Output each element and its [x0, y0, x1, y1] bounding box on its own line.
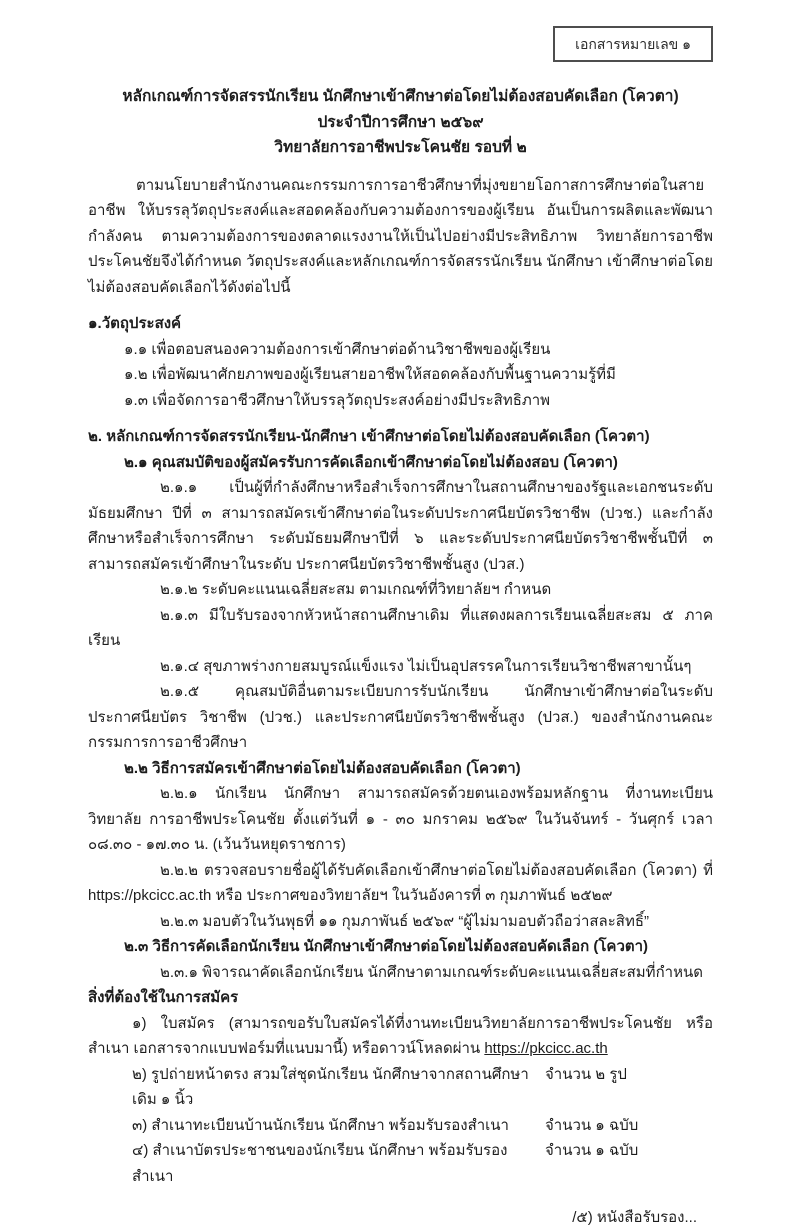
title-line-3: วิทยาลัยการอาชีพประโคนชัย รอบที่ ๒	[274, 139, 527, 156]
requirement-item-3-text: ๓) สำเนาทะเบียนบ้านนักเรียน นักศึกษา พร้อมรับรองสำเนา	[132, 1116, 509, 1134]
item-2-1-4: ๒.๑.๔ สุขภาพร่างกายสมบูรณ์แข็งแรง ไม่เป็นอุปสรรคในการเรียนวิชาชีพสาขานั้นๆ	[160, 657, 692, 675]
objective-item-1-1: ๑.๑ เพื่อตอบสนองความต้องการเข้าศึกษาต่อด้านวิชาชีพของผู้เรียน	[124, 340, 551, 358]
requirement-item-1-text: ๑) ใบสมัคร (สามารถขอรับใบสมัครได้ที่งานทะเบียนวิทยาลัยการอาชีพประโคนชัย หรือสำเนา เอกสารจากแบบฟอร์มที่แนบมานี้) หรือดาวน์โหลดผ่าน	[88, 1014, 713, 1057]
section-1-heading: ๑.วัตถุประสงค์	[88, 315, 182, 332]
doc-number-badge: เอกสารหมายเลข ๑	[553, 26, 713, 62]
item-2-2-2	[88, 858, 713, 909]
requirements-heading: สิ่งที่ต้องใช้ในการสมัคร	[88, 989, 239, 1006]
requirement-item-3-qty: จำนวน ๑ ฉบับ	[545, 1116, 639, 1134]
requirement-item-2-qty: จำนวน ๒ รูป	[545, 1065, 627, 1083]
objective-item-1-2: ๑.๒ เพื่อพัฒนาศักยภาพของผู้เรียนสายอาชีพให้สอดคล้องกับพื้นฐานความรู้ที่มี	[124, 366, 616, 383]
requirement-item-2-text: ๒) รูปถ่ายหน้าตรง สวมใส่ชุดนักเรียน นักศึกษาจากสถานศึกษาเดิม ๑ นิ้ว	[132, 1065, 529, 1108]
intro-paragraph: ตามนโยบายสำนักงานคณะกรรมการการอาชีวศึกษาที่มุ่งขยายโอกาสการศึกษาต่อในสายอาชีพ ให้บรรลุวัตถุประสงค์และสอดคล้องกับความต้องการของผู้เรียน อันเป็นการผลิตและพัฒนากำลังคน ตามความต้องการของตลาดแรงงานให้เป็นไปอย่างมีประสิทธิภาพ วิทยาลัยการอาชีพประโคนชัยจึงได้กำหนด วัตถุประสงค์และหลักเกณฑ์การจัดสรรนักเรียน นักศึกษา เข้าศึกษาต่อโดยไม่ต้องสอบคัดเลือกไว้ดังต่อไปนี้	[88, 176, 713, 296]
item-2-2-3: ๒.๒.๓ มอบตัวในวันพุธที่ ๑๑ กุมภาพันธ์ ๒๕๖๙ “ผู้ไม่มามอบตัวถือว่าสละสิทธิ์”	[160, 912, 649, 930]
item-2-2-2-text: ๒.๒.๒ ตรวจสอบรายชื่อผู้ได้รับคัดเลือกเข้าศึกษาต่อโดยไม่ต้องสอบคัดเลือก (โควตา) ที่	[160, 861, 713, 879]
item-2-3-1: ๒.๓.๑ พิจารณาคัดเลือกนักเรียน นักศึกษาตามเกณฑ์ระดับคะแนนเฉลี่ยสะสมที่กำหนด	[160, 963, 703, 981]
requirement-item-4-qty: จำนวน ๑ ฉบับ	[545, 1142, 639, 1159]
requirement-item-4-text: ๔) สำเนาบัตรประชาชนของนักเรียน นักศึกษา พร้อมรับรองสำเนา	[132, 1142, 508, 1185]
requirement-item-1	[88, 1011, 713, 1062]
application-form-url-link[interactable]: https://pkcicc.ac.th	[484, 1040, 608, 1057]
requirement-item-4	[88, 1138, 713, 1189]
item-2-1-3: ๒.๑.๓ มีใบรับรองจากหัวหน้าสถานศึกษาเดิม ที่แสดงผลการเรียนเฉลี่ยสะสม ๕ ภาคเรียน	[88, 606, 713, 649]
section-2-1-heading: ๒.๑ คุณสมบัติของผู้สมัครรับการคัดเลือกเข้าศึกษาต่อโดยไม่ต้องสอบ (โควตา)	[124, 453, 618, 471]
requirement-item-3	[88, 1113, 713, 1139]
requirement-item-2	[88, 1062, 713, 1113]
item-2-2-2-text-after: หรือ ประกาศของวิทยาลัยฯ ในวันอังคารที่ ๓ กุมภาพันธ์ ๒๕๒๙	[211, 887, 613, 904]
item-2-1-1: ๒.๑.๑ เป็นผู้ที่กำลังศึกษาหรือสำเร็จการศึกษาในสถานศึกษาของรัฐและเอกชนระดับมัธยมศึกษา ปีที่ ๓ สามารถสมัครเข้าศึกษาต่อในระดับประกาศนียบัตรวิชาชีพ (ปวช.) และกำลังศึกษาหรือสำเร็จการศึกษา ระดับมัธยมศึกษาปีที่ ๖ และระดับประกาศนียบัตรวิชาชีพชั้นปีที่ ๓ สามารถสมัครเข้าศึกษาในระดับ ประกาศนียบัตรวิชาชีพชั้นสูง (ปวส.)	[88, 479, 713, 573]
title-line-2: ประจำปีการศึกษา ๒๕๖๙	[317, 113, 484, 131]
check-results-url-link[interactable]: https://pkcicc.ac.th	[88, 887, 212, 904]
page-continuation-note: /๕) หนังสือรับรอง...	[572, 1209, 697, 1226]
section-2-3-heading: ๒.๓ วิธีการคัดเลือกนักเรียน นักศึกษาเข้าศึกษาต่อโดยไม่ต้องสอบคัดเลือก (โควตา)	[124, 938, 649, 955]
item-2-2-1: ๒.๒.๑ นักเรียน นักศึกษา สามารถสมัครด้วยตนเองพร้อมหลักฐาน ที่งานทะเบียนวิทยาลัย การอาชีพประโคนชัย ตั้งแต่วันที่ ๑ - ๓๐ มกราคม ๒๕๖๙ ในวันจันทร์ - วันศุกร์ เวลา ๐๘.๓๐ - ๑๗.๓๐ น. (เว้นวันหยุดราชการ)	[88, 785, 713, 853]
section-2-heading: ๒. หลักเกณฑ์การจัดสรรนักเรียน-นักศึกษา เข้าศึกษาต่อโดยไม่ต้องสอบคัดเลือก (โควตา)	[88, 428, 650, 445]
section-2-2-heading: ๒.๒ วิธีการสมัครเข้าศึกษาต่อโดยไม่ต้องสอบคัดเลือก (โควตา)	[124, 759, 521, 777]
item-2-1-5: ๒.๑.๕ คุณสมบัติอื่นตามระเบียบการรับนักเรียน นักศึกษาเข้าศึกษาต่อในระดับประกาศนียบัตร วิชาชีพ (ปวช.) และประกาศนียบัตรวิชาชีพชั้นสูง (ปวส.) ของสำนักงานคณะกรรมการการอาชีวศึกษา	[88, 683, 713, 751]
item-2-1-2: ๒.๑.๒ ระดับคะแนนเฉลี่ยสะสม ตามเกณฑ์ที่วิทยาลัยฯ กำหนด	[160, 581, 552, 598]
objective-item-1-3: ๑.๓ เพื่อจัดการอาชีวศึกษาให้บรรลุวัตถุประสงค์อย่างมีประสิทธิภาพ	[124, 391, 551, 409]
doc-number-row	[88, 26, 713, 62]
title-line-1: หลักเกณฑ์การจัดสรรนักเรียน นักศึกษาเข้าศึกษาต่อโดยไม่ต้องสอบคัดเลือก (โควตา)	[122, 88, 679, 105]
